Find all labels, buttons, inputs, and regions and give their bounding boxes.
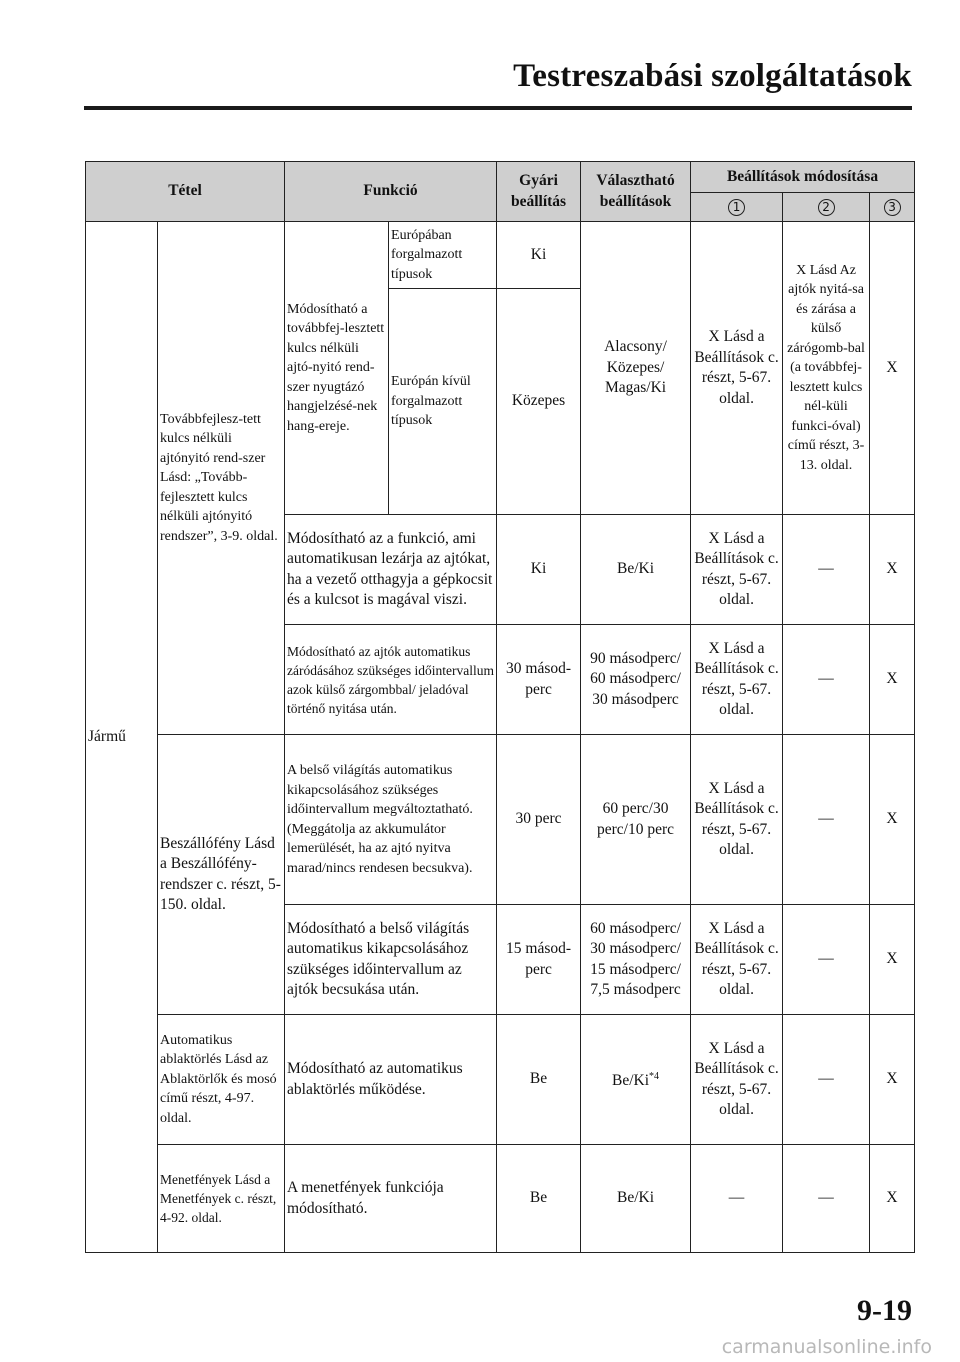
method1-cell: X Lásd a Beállítások c. részt, 5-67. oldal. (691, 1015, 783, 1145)
method3-cell: X (870, 625, 915, 735)
function-cell: Módosítható a belső világítás automatikus kikapcsolásához szükséges időintervallum az ajtók becsukása után. (285, 905, 497, 1015)
selectable-cell (581, 1015, 691, 1145)
method1-cell: X Lásd a Beállítások c. részt, 5-67. oldal. (691, 735, 783, 905)
default-cell: Be (497, 1015, 581, 1145)
method2-cell: X Lásd Az ajtók nyitá-sa és zárása a külső zárógomb-bal (a továbbfej-lesztett kulcs nél-küli funkci-óval) című részt, 3-13. oldal. (783, 222, 870, 515)
item-cell: Menetfények Lásd a Menetfények c. részt, 4-92. oldal. (158, 1145, 285, 1253)
method3-cell: X (870, 1145, 915, 1253)
page-number: 9-19 (857, 1294, 912, 1327)
default-cell: Be (497, 1145, 581, 1253)
default-cell: 15 másod-perc (497, 905, 581, 1015)
item-cell: Automatikus ablaktörlés Lásd az Ablaktörlők és mosó című részt, 4-97. oldal. (158, 1015, 285, 1145)
watermark: carmanualsonline.info (721, 1336, 932, 1358)
selectable-value: Be/Ki (612, 1072, 650, 1090)
header-method-1 (691, 193, 783, 222)
circled-1-icon: 1 (728, 199, 745, 216)
method2-cell: — (783, 905, 870, 1015)
selectable-cell: 60 másodperc/ 30 másodperc/ 15 másodperc/ 7,5 másodperc (581, 905, 691, 1015)
method1-cell: X Lásd a Beállítások c. részt, 5-67. oldal. (691, 222, 783, 515)
method1-cell: X Lásd a Beállítások c. részt, 5-67. oldal. (691, 625, 783, 735)
item-cell: Továbbfejlesz-tett kulcs nélküli ajtónyitó rend-szer Lásd: „Tovább-fejlesztett kulcs nélküli ajtónyitó rendszer”, 3-9. oldal. (158, 222, 285, 735)
default-cell: Ki (497, 222, 581, 289)
method2-cell: — (783, 515, 870, 625)
method2-cell: — (783, 1015, 870, 1145)
header-selectable: Választható beállítások (581, 162, 691, 222)
header-function: Funkció (285, 162, 497, 222)
method3-cell: X (870, 735, 915, 905)
header-method-3 (870, 193, 915, 222)
function-cell: Módosítható az ajtók automatikus záródásához szükséges időintervallum azok külső zárgombbal/ jeladóval történő nyitása után. (285, 625, 497, 735)
method2-cell: — (783, 625, 870, 735)
title-rule (84, 106, 912, 110)
header-row (86, 162, 915, 193)
footnote-marker: *4 (649, 1071, 660, 1083)
region-cell: Európán kívül forgalmazott típusok (389, 289, 497, 515)
header-method-2 (783, 193, 870, 222)
selectable-cell: 60 perc/30 perc/10 perc (581, 735, 691, 905)
page-title: Testreszabási szolgáltatások (513, 58, 912, 94)
selectable-cell: 90 másodperc/ 60 másodperc/ 30 másodperc (581, 625, 691, 735)
method1-cell: X Lásd a Beállítások c. részt, 5-67. oldal. (691, 905, 783, 1015)
method2-cell: — (783, 1145, 870, 1253)
table-row (86, 222, 915, 289)
circled-2-icon: 2 (818, 199, 835, 216)
header-modify: Beállítások módosítása (691, 162, 915, 193)
default-cell: Ki (497, 515, 581, 625)
selectable-cell: Be/Ki (581, 515, 691, 625)
method1-cell: — (691, 1145, 783, 1253)
header-item: Tétel (86, 162, 285, 222)
default-cell: 30 másod-perc (497, 625, 581, 735)
table-row (86, 735, 915, 905)
table-row (86, 1015, 915, 1145)
method3-cell: X (870, 222, 915, 515)
table-row (86, 1145, 915, 1253)
selectable-cell: Alacsony/ Közepes/ Magas/Ki (581, 222, 691, 515)
circled-3-icon: 3 (884, 199, 901, 216)
item-cell: Beszállófény Lásd a Beszállófény-rendszer c. részt, 5-150. oldal. (158, 735, 285, 1015)
settings-table (85, 161, 915, 1253)
region-cell: Európában forgalmazott típusok (389, 222, 497, 289)
category-cell: Jármű (86, 222, 158, 1253)
default-cell: 30 perc (497, 735, 581, 905)
header-default: Gyári beállítás (497, 162, 581, 222)
function-cell: Módosítható az automatikus ablaktörlés működése. (285, 1015, 497, 1145)
method3-cell: X (870, 515, 915, 625)
method1-cell: X Lásd a Beállítások c. részt, 5-67. oldal. (691, 515, 783, 625)
method3-cell: X (870, 905, 915, 1015)
method2-cell: — (783, 735, 870, 905)
selectable-cell: Be/Ki (581, 1145, 691, 1253)
function-cell: A menetfények funkciója módosítható. (285, 1145, 497, 1253)
method3-cell: X (870, 1015, 915, 1145)
default-cell: Közepes (497, 289, 581, 515)
function-cell: Módosítható a továbbfej-lesztett kulcs nélküli ajtó-nyitó rend-szer nyugtázó hangjelzésé-nek hang-ereje. (285, 222, 389, 515)
function-cell: A belső világítás automatikus kikapcsolásához szükséges időintervallum megváltoztatható. (Meggátolja az akkumulátor lemerülését, ha az ajtó nyitva marad/nincs rendesen becsukva). (285, 735, 497, 905)
function-cell: Módosítható az a funkció, ami automatikusan lezárja az ajtókat, ha a vezető otthagyja a gépkocsit és a kulcsot is magával viszi. (285, 515, 497, 625)
